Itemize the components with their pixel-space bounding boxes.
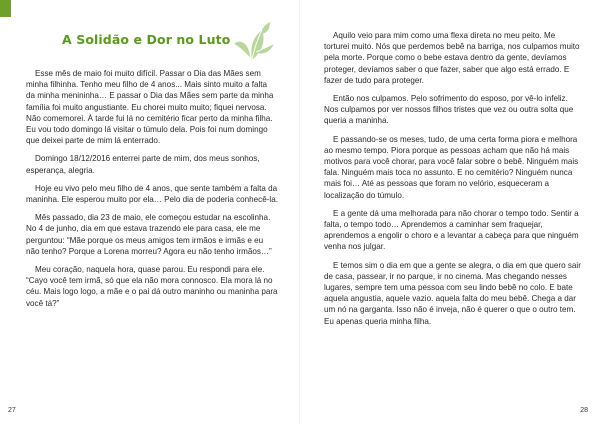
page-number: 27 xyxy=(8,407,16,414)
paragraph: Aquilo veio para mim como uma flexa direta no meu peito. Me torturei muito. Nós que perdemos bebê na barriga, nos culpamos muito pela morte. Porque como o bebe estava dentro da gente, devíamos proteger, devíamos saber o que fazer, saber que algo está errado. E fazer de tudo para proteger. xyxy=(324,31,580,85)
paragraph: Então nos culpamos. Pelo sofrimento do esposo, por vê-lo infeliz. Nos culpamos por ver nossos filhos tristes que vez ou outra solta que queria a maninha. xyxy=(324,94,574,126)
accent-bar xyxy=(0,0,11,17)
right-page xyxy=(300,0,600,424)
paragraph: Domingo 18/12/2016 enterrei parte de mim, dos meus sonhos, esperança, alegria. xyxy=(26,154,260,175)
paragraph: E passando-se os meses, tudo, de uma certa forma piora e melhora ao mesmo tempo. Piora porque as pessoas acham que não há mais motivos para você chorar, para você falar sobre o bebê. Ninguém mais fala. Ninguém mais toca no assunto. E no cemitério? Ninguém nunca mais foi… Até as pessoas que foram no velório, esqueceram a localização do túmulo. xyxy=(324,134,579,200)
paragraph: E a gente dá uma melhorada para não chorar o tempo todo. Sentir a falta, o tempo todo… Aprendemos a caminhar sem fraquejar, aprendemos a engolir o choro e a levantar a cabeça para que ninguém venha nos julgar. xyxy=(324,208,579,252)
paragraph: E temos sim o dia em que a gente se alegra, o dia em que quero sair de casa, passear, ir no parque, ir no cinema. Mas chegando nesses lugares, sempre tem uma pessoa com seu lindo bebê no colo. E bate aquela angustia, aquele vazio. aquela falta do meu bebê. Chega a dar um nó na garganta. Isso não é inveja, não é querer o que o outro tem. Eu apenas queria minha filha. xyxy=(324,260,581,326)
page-number: 28 xyxy=(580,407,588,414)
paragraph: Meu coração, naquela hora, quase parou. Eu respondi para ele. “Cayo você tem irmã, só que ela não mora connosco. Ela mora lá no céu. Mais logo logo, a mãe e o pai dá outro maninho ou maninha para você tá?” xyxy=(26,265,278,308)
leaves-icon xyxy=(232,22,276,62)
paragraph: Esse mês de maio foi muito difícil. Passar o Dia das Mães sem minha filhinha. Tenho meu filho de 4 anos... Mais sinto muito a falta da minha menininha… E passar o Dia das Mães sem parte da minha família foi muito angustiante. Eu chorei muito muito; fiquei nervosa. Não comemorei. À tarde fui lá no cemitério ficar perto da minha filha. Eu vou todo domingo lá visitar o túmulo dela. Pois foi num domingo que deixei parte de mim lá enterrado. xyxy=(26,69,274,146)
title-row xyxy=(26,30,278,62)
paragraph: Mês passado, dia 23 de maio, ele começou estudar na escolinha. No 4 de junho, dia em que estava trazendo ele para casa, ele me perguntou: “Mãe porque os meus amigos tem irmãos e irmãs e eu não tenho? Porque a Lorena morreu? Agora eu não tenho irmãos…” xyxy=(26,213,272,256)
paragraph: Hoje eu vivo pelo meu filho de 4 anos, que sente também a falta da maninha. Ele esperou muito por ela… Pelo dia de poderia conhecê-la. xyxy=(26,183,278,205)
chapter-title: A Solidão e Dor no Luto xyxy=(62,32,231,47)
